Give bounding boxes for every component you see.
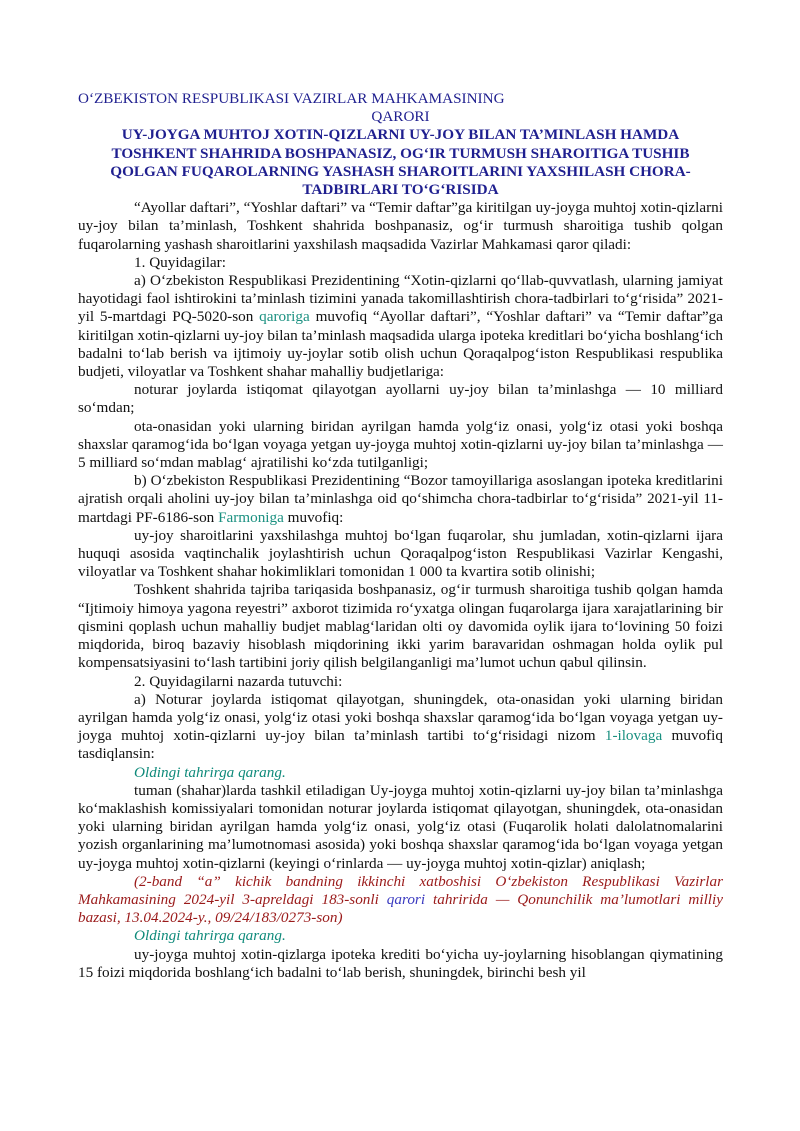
section-2a-item: uy-joyga muhtoj xotin-qizlarga ipoteka krediti bo‘yicha uy-joylarning hisoblangan qiymatining 15 foizi miqdorida boshlang‘ich badalni to‘lab berish, shuningdek, birinchi besh yil xyxy=(78,945,723,981)
decree-pf6186-link[interactable]: Farmoniga xyxy=(218,508,284,526)
document-title xyxy=(78,126,723,199)
section-1a-paragraph: a) O‘zbekiston Respublikasi Prezidentining “Xotin-qizlarni qo‘llab-quvvatlash, ularning jamiyat hayotidagi faol ishtirokini ta’minlash tizimini yanada takomillashtirish chora-tadbirlari to‘g‘risida” 2021-yil 5-martdagi PQ-5020-son qaroriga muvofiq “Ayollar daftari”, “Yoshlar daftari” va “Temir daftar”ga kiritilgan xotin-qizlarni uy-joy bilan ta’minlash maqsadida ularga ipoteka kreditlari bo‘yicha boshlang‘ich badalni to‘lab berish va ijtimoiy uy-joylar sotib olish uchun Qoraqalpog‘iston Respublikasi respublika budjeti, viloyatlar va Toshkent shahar mahalliy budjetlariga: xyxy=(78,272,724,381)
section-1b-item: uy-joy sharoitlarini yaxshilashga muhtoj bo‘lgan fuqarolar, shu jumladan, xotin-qizlarni ijara huquqi asosida vaqtinchalik joylashtirish uchun Qoraqalpog‘iston Respublikasi Vazirlar Kengashi, viloyatlar va Toshkent shahar hokimliklari tomonidan 1 000 ta kvartira sotib olinishi; xyxy=(78,526,723,581)
section-1b-paragraph: b) O‘zbekiston Respublikasi Prezidentining “Bozor tamoyillariga asoslangan ipoteka kreditlarini ajratish orqali aholini uy-joy bilan ta’minlashga oid qo‘shimcha chora-tadbirlar to‘g‘risida” 2021-yil 11-martdagi PF-6186-son Farmoniga muvofiq: xyxy=(78,472,723,526)
amendment-note: (2-band “a” kichik bandning ikkinchi xatboshisi O‘zbekiston Respublikasi Vazirlar Mahkamasining 2024-yil 3-apreldagi 183-sonli qarori tahririda — Qonunchilik ma’lumotlari milliy bazasi, 13.04.2024-y., 09/24/183/0273-son) xyxy=(78,872,723,927)
previous-version-link[interactable]: Oldingi tahrirga qarang. xyxy=(134,927,286,945)
preamble: “Ayollar daftari”, “Yoshlar daftari” va “Temir daftar”ga kiritilgan uy-joyga muhtoj xotin-qizlarni uy-joy bilan ta’minlash, Toshkent shahrida boshpanasiz, og‘ir turmush sharoitiga tushib qolgan fuqarolarning yashash sharoitlarini yaxshilash maqsadida Vazirlar Mahkamasi qaror qiladi: xyxy=(78,199,723,253)
issuing-authority: O‘ZBEKISTON RESPUBLIKASI VAZIRLAR MAHKAMASINING xyxy=(78,90,505,107)
section-1-heading: 1. Quyidagilar: xyxy=(134,253,226,271)
section-2-heading: 2. Quyidagilarni nazarda tutuvchi: xyxy=(134,672,343,690)
document-type: QARORI xyxy=(371,108,430,126)
section-2a-item: tuman (shahar)larda tashkil etiladigan Uy-joyga muhtoj xotin-qizlarni uy-joy bilan ta’minlashga ko‘maklashish komissiyalari tomonidan noturar joylarda istiqomat qilayotgan, shuningdek, ota-onasidan yoki ularning biridan ayrilgan hamda yolg‘iz onasi, yolg‘iz otasi (Fuqarolik holati dalolatnomalarini yozish organlarining ma’lumotnomasi asosida) yoki boshqa shaxslar qaramog‘ida bo‘lgan voyaga yetgan uy-joyga muhtoj xotin-qizlarni (keyingi o‘rinlarda — uy-joyga muhtoj xotin-qizlar) aniqlash; xyxy=(78,781,723,872)
document-page xyxy=(78,90,723,982)
title-line: TADBIRLARI TO‘G‘RISIDA xyxy=(302,181,499,199)
section-2a-paragraph: a) Noturar joylarda istiqomat qilayotgan, shuningdek, ota-onasidan yoki ularning biridan ayrilgan hamda yolg‘iz onasi, yolg‘iz otasi yoki boshqa shaxslar qaramog‘ida bo‘lgan voyaga yetgan uy-joyga muhtoj xotin-qizlarni uy-joy bilan ta’minlash tartibi to‘g‘risidagi nizom 1-ilovaga muvofiq tasdiqlansin: xyxy=(78,690,723,763)
section-1b-item: Toshkent shahrida tajriba tariqasida boshpanasiz, og‘ir turmush sharoitiga tushib qolgan hamda “Ijtimoiy himoya yagona reyestri” axborot tizimida ro‘yxatga olingan fuqarolarga ijara xarajatlarining bir qismini qoplash uchun mahalliy budjet mablag‘laridan olti oy davomida oylik ijara to‘lovining 50 foizi miqdorida, biroq bazaviy hisoblash miqdorining ikki yarim baravaridan oshmagan holda oylik pul kompensatsiyasini to‘lash tartibini joriy qilish belgilanganligi ma’lumot uchun qabul qilinsin. xyxy=(78,581,723,672)
decree-pq5020-link[interactable]: qaroriga xyxy=(259,308,310,326)
title-line: TOSHKENT SHAHRIDA BOSHPANASIZ, OG‘IR TURMUSH SHAROITIGA TUSHIB xyxy=(111,144,690,162)
amendment-decree-link[interactable]: qarori xyxy=(386,890,426,908)
section-1a-item: ota-onasidan yoki ularning biridan ayrilgan hamda yolg‘iz onasi, yolg‘iz otasi yoki boshqa shaxslar qaramog‘ida bo‘lgan voyaga yetgan uy-joyga muhtoj xotin-qizlarni uy-joy bilan ta’minlashga — 5 milliard so‘mdan mablag‘ ajratilishi ko‘zda tutilganligi; xyxy=(78,417,723,472)
section-1a-item: noturar joylarda istiqomat qilayotgan ayollarni uy-joy bilan ta’minlashga — 10 milliard so‘mdan; xyxy=(78,381,723,417)
title-line: QOLGAN FUQAROLARNING YASHASH SHAROITLARINI YAXSHILASH CHORA- xyxy=(110,162,691,180)
previous-version-link[interactable]: Oldingi tahrirga qarang. xyxy=(134,763,286,781)
title-line: UY-JOYGA MUHTOJ XOTIN-QIZLARNI UY-JOY BILAN TA’MINLASH HAMDA xyxy=(121,126,680,144)
annex-1-link[interactable]: 1-ilovaga xyxy=(604,727,663,745)
